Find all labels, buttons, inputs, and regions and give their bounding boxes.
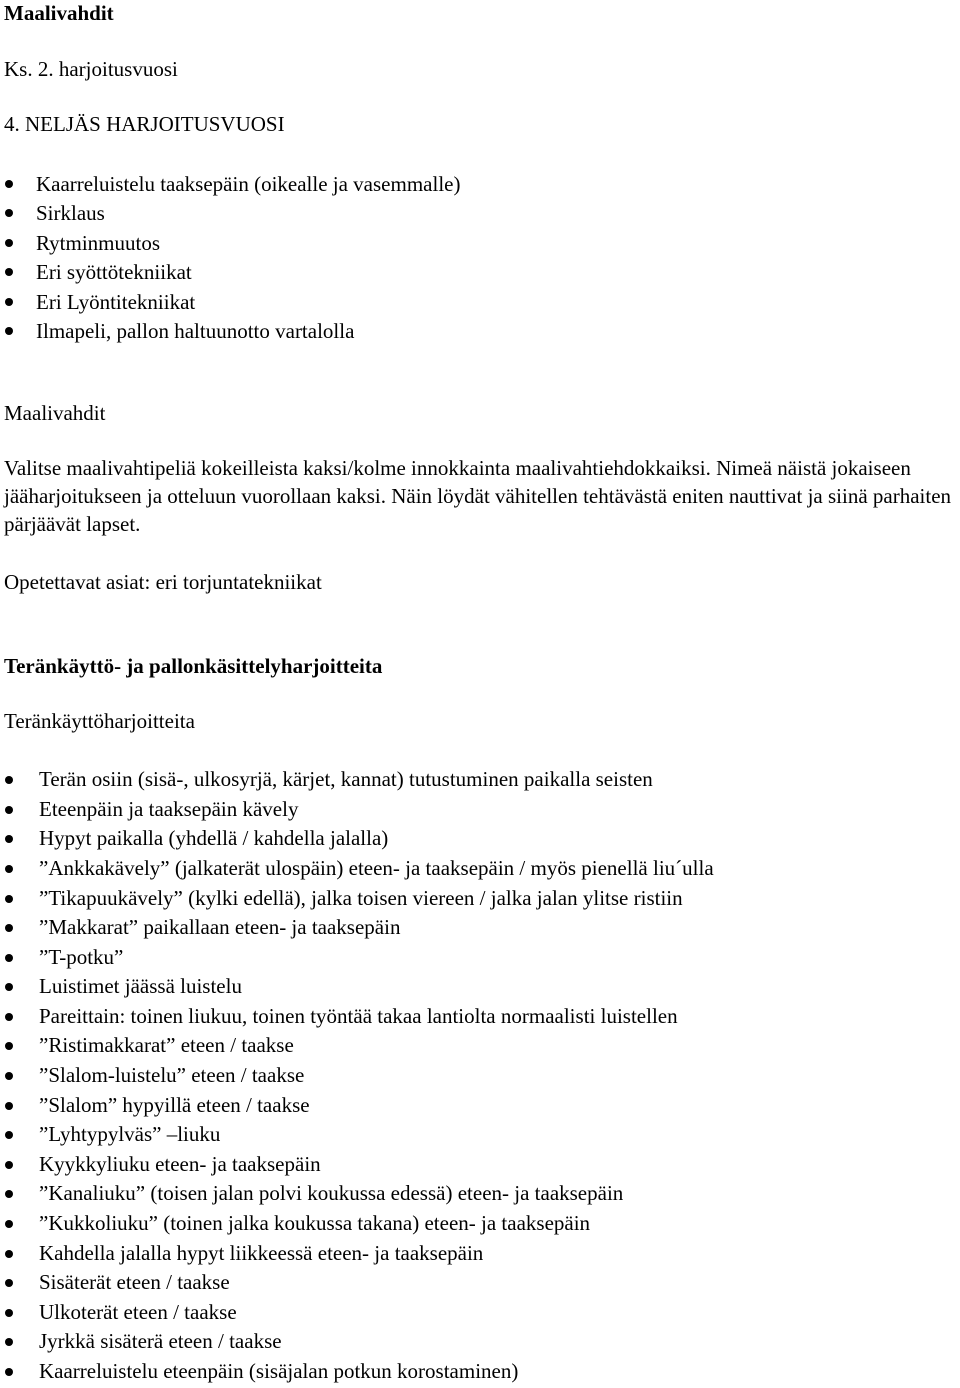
section-title: Maalivahdit: [4, 401, 106, 425]
exercises-subheading: Teränkäyttöharjoitteita: [4, 709, 195, 733]
bullet-icon: [5, 835, 13, 843]
exercises-heading: Teränkäyttö- ja pallonkäsittelyharjoitteita: [4, 654, 383, 678]
bullet-icon: [5, 1220, 13, 1228]
bullet-icon: [5, 1072, 13, 1080]
bullet-icon: [5, 298, 13, 306]
body-paragraph: Valitse maalivahtipeliä kokeilleista kaksi/kolme innokkainta maalivahtiehdokkaiksi. Nimeä näistä jokaiseen jääharjoitukseen ja otteluun vuorollaan kaksi. Näin löydät vähitellen tehtävästä eniten nauttivat ja siinä parhaiten pärjäävät lapset.: [4, 456, 952, 536]
bullet-icon: [5, 895, 13, 903]
bullet-icon: [5, 327, 13, 335]
bullet-icon: [5, 1309, 13, 1317]
bullet-icon: [5, 806, 13, 814]
learning-goals: Opetettavat asiat: eri torjuntatekniikat: [4, 570, 322, 594]
bullet-icon: [5, 1131, 13, 1139]
bullet-icon: [5, 776, 13, 784]
bullet-icon: [5, 209, 13, 217]
bullet-icon: [5, 865, 13, 873]
bullet-icon: [5, 1161, 13, 1169]
bullet-icon: [5, 924, 13, 932]
bullet-icon: [5, 1102, 13, 1110]
bullet-icon: [5, 239, 13, 247]
document-title: Maalivahdit: [4, 1, 114, 25]
bullet-icon: [5, 954, 13, 962]
bullet-icon: [5, 268, 13, 276]
bullet-icon: [5, 1338, 13, 1346]
year-heading: 4. NELJÄS HARJOITUSVUOSI: [4, 112, 285, 136]
bullet-icon: [5, 1368, 13, 1376]
bullet-icon: [5, 1042, 13, 1050]
bullet-icon: [5, 1250, 13, 1258]
bullet-icon: [5, 1279, 13, 1287]
bullet-icon: [5, 983, 13, 991]
bullet-icon: [5, 1013, 13, 1021]
reference-text: Ks. 2. harjoitusvuosi: [4, 57, 178, 81]
bullet-icon: [5, 180, 13, 188]
bullet-icon: [5, 1190, 13, 1198]
